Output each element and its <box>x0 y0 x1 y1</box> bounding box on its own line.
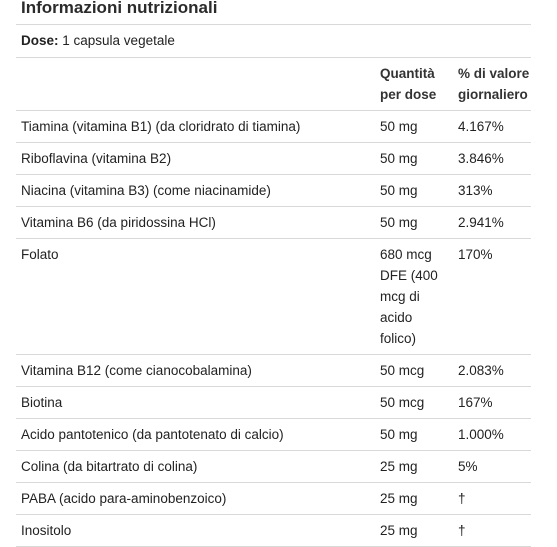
nutrient-daily-value: 4.167% <box>453 111 531 143</box>
table-row <box>16 239 531 355</box>
nutrient-daily-value: † <box>453 483 531 515</box>
nutrient-quantity: 50 mcg <box>375 387 453 419</box>
column-header-nutrient <box>16 58 375 111</box>
table-row <box>16 355 531 387</box>
table-row <box>16 111 531 143</box>
nutrient-quantity: 50 mg <box>375 143 453 175</box>
nutrient-name: Niacina (vitamina B3) (come niacinamide) <box>16 175 375 207</box>
table-row <box>16 175 531 207</box>
serving-size <box>16 25 531 58</box>
nutrient-quantity: 50 mg <box>375 175 453 207</box>
column-header-daily-value: % di valore giornaliero <box>453 58 531 111</box>
nutrient-name: Biotina <box>16 387 375 419</box>
table-row <box>16 483 531 515</box>
nutrient-name: PABA (acido para-aminobenzoico) <box>16 483 375 515</box>
nutrition-table <box>16 58 531 547</box>
nutrient-quantity: 680 mcg DFE (400 mcg di acido folico) <box>375 239 453 355</box>
column-header-quantity: Quantità per dose <box>375 58 453 111</box>
nutrient-name: Inositolo <box>16 515 375 547</box>
table-row <box>16 207 531 239</box>
serving-size-label: Dose: <box>21 33 59 48</box>
nutrient-daily-value: 167% <box>453 387 531 419</box>
nutrient-name: Acido pantotenico (da pantotenato di calcio) <box>16 419 375 451</box>
nutrient-name: Folato <box>16 239 375 355</box>
nutrient-quantity: 25 mg <box>375 451 453 483</box>
nutrient-daily-value: 313% <box>453 175 531 207</box>
nutrient-name: Riboflavina (vitamina B2) <box>16 143 375 175</box>
nutrient-daily-value: 3.846% <box>453 143 531 175</box>
serving-size-value: 1 capsula vegetale <box>58 33 175 48</box>
nutrient-name: Vitamina B12 (come cianocobalamina) <box>16 355 375 387</box>
nutrient-daily-value: 1.000% <box>453 419 531 451</box>
table-row <box>16 451 531 483</box>
nutrition-facts-panel <box>16 0 531 547</box>
nutrient-quantity: 50 mcg <box>375 355 453 387</box>
nutrient-quantity: 50 mg <box>375 419 453 451</box>
nutrient-daily-value: 2.083% <box>453 355 531 387</box>
nutrient-quantity: 25 mg <box>375 483 453 515</box>
nutrient-name: Colina (da bitartrato di colina) <box>16 451 375 483</box>
table-row <box>16 419 531 451</box>
nutrient-daily-value: 2.941% <box>453 207 531 239</box>
nutrient-daily-value: † <box>453 515 531 547</box>
nutrient-name: Vitamina B6 (da piridossina HCl) <box>16 207 375 239</box>
nutrient-quantity: 50 mg <box>375 207 453 239</box>
section-title: Informazioni nutrizionali <box>16 0 531 25</box>
table-row <box>16 515 531 547</box>
table-row <box>16 387 531 419</box>
nutrient-name: Tiamina (vitamina B1) (da cloridrato di tiamina) <box>16 111 375 143</box>
table-row <box>16 143 531 175</box>
nutrient-daily-value: 5% <box>453 451 531 483</box>
nutrient-daily-value: 170% <box>453 239 531 355</box>
nutrient-quantity: 50 mg <box>375 111 453 143</box>
table-header-row <box>16 58 531 111</box>
nutrient-quantity: 25 mg <box>375 515 453 547</box>
